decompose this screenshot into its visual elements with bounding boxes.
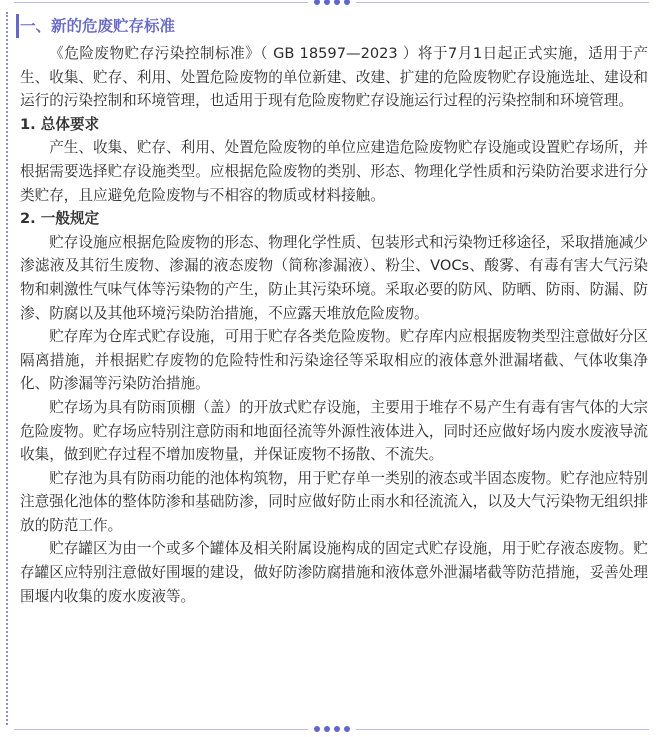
storage-tank-paragraph: 贮存罐区为由一个或多个罐体及相关附属设施构成的固定式贮存设施，用于贮存液态废物。贮存罐区应特别注意做好围堰的建设，做好防渗防腐措施和液体意外泄漏堵截等防范措施，妥善处理围堰内收集的废水废液等。	[20, 540, 648, 605]
storage-pool-paragraph: 贮存池为具有防雨功能的池体构筑物，用于贮存单一类别的液态或半固态废物。贮存池应特别注意强化池体的整体防渗和基础防渗，同时应做好防止雨水和径流流入，以及大气污染物无组织排放的防范工作。	[20, 469, 648, 534]
left-dotted-border	[6, 12, 8, 725]
bottom-dots-ornament	[308, 726, 356, 732]
heading-general-provisions: 2. 一般规定	[20, 210, 100, 228]
top-dots-ornament	[308, 0, 356, 5]
article-body	[20, 14, 648, 608]
general-requirements-paragraph: 产生、收集、贮存、利用、处置危险废物的单位应建造危险废物贮存设施或设置贮存场所，并根据需要选择贮存设施类型。应根据危险废物的类别、形态、物理化学性质和污染防治要求进行分类贮存，且应避免危险废物与不相容的物质或材料接触。	[20, 139, 648, 204]
general-provisions-paragraph: 贮存设施应根据危险废物的形态、物理化学性质、包装形式和污染物迁移途径，采取措施减少渗滤液及其衍生废物、渗漏的液态废物（简称渗漏液）、粉尘、VOCs、酸雾、有毒有害大气污染物和刺激性气味气体等污染物的产生，防止其污染环境。采取必要的防风、防晒、防雨、防漏、防渗、防腐以及其他环境污染防治措施，不应露天堆放危险废物。	[20, 233, 648, 322]
heading-general-requirements: 1. 总体要求	[20, 115, 100, 133]
storage-warehouse-paragraph: 贮存库为仓库式贮存设施，可用于贮存各类危险废物。贮存库内应根据废物类型注意做好分区隔离措施，并根据贮存废物的危险特性和污染途径等采取相应的液体意外泄漏堵截、气体收集净化、防渗漏等污染防治措施。	[20, 328, 648, 393]
storage-yard-paragraph: 贮存场为具有防雨顶棚（盖）的开放式贮存设施，主要用于堆存不易产生有毒有害气体的大宗危险废物。贮存场应特别注意防雨和地面径流等外源性液体进入，同时还应做好场内废水废液导流收集，做到贮存过程不增加废物量，并保证废物不扬散、不流失。	[20, 398, 648, 464]
section-title: 一、新的危废贮存标准	[16, 14, 648, 38]
intro-paragraph: 《危险废物贮存污染控制标准》（ GB 18597—2023 ）将于7月1日起正式实施，适用于产生、收集、贮存、利用、处置危险废物的单位新建、改建、扩建的危险废物贮存设施选址、建设和运行的污染控制和环境管理，也适用于现有危险废物贮存设施运行过程的污染控制和环境管理。	[20, 45, 648, 110]
